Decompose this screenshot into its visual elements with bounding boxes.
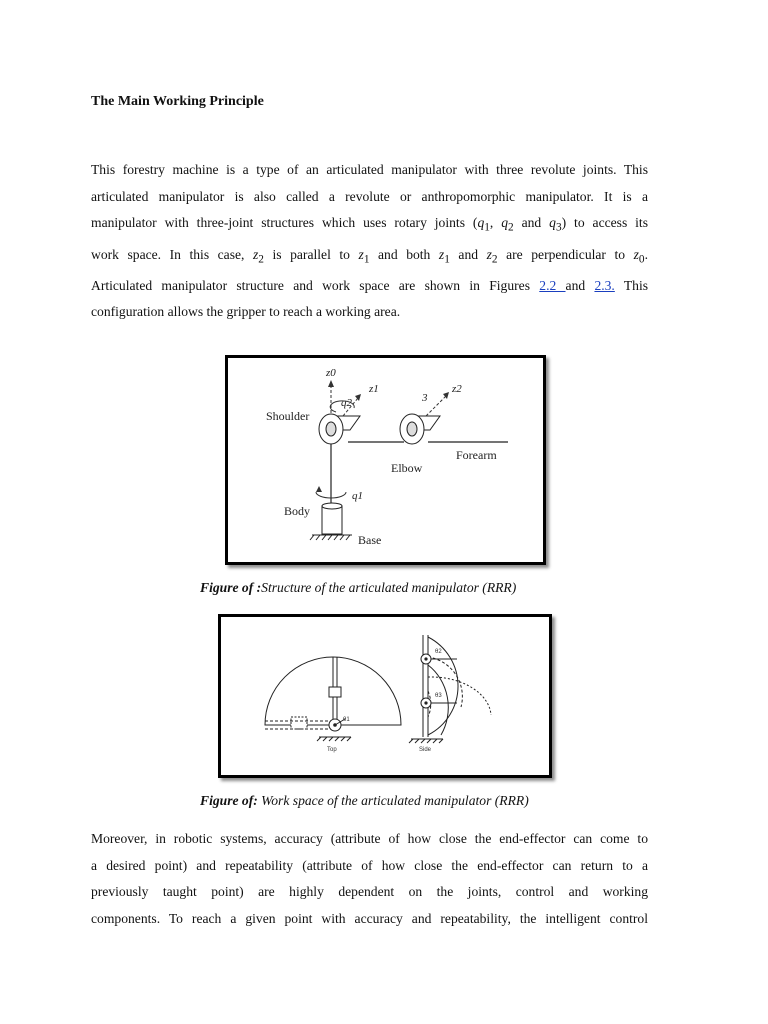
para2-line: components. To reach a given point with accuracy and repeatability, the intelligent control [91,910,648,926]
figure-structure [225,355,546,565]
label-base: Base [358,533,382,547]
label-theta1: θ1 [343,717,350,723]
label-q3: 3 [422,392,428,404]
label-top: Top [327,747,337,753]
side-view [409,635,491,753]
label-forearm: Forearm [456,448,497,462]
figure-2-2-link[interactable]: 2.2 [539,277,566,293]
accuracy-paragraph [91,826,648,932]
para2-line: Moreover, in robotic systems, accuracy (attribute of how close the end-effector can come to [91,831,648,846]
label-q2: q2 [341,397,352,409]
figure1-caption: Figure of :Structure of the articulated manipulator (RRR) [200,580,517,595]
label-theta3: θ3 [435,693,442,699]
label-side: Side [419,747,432,753]
para1-line: configuration allows the gripper to reach a working area. [91,304,401,320]
label-elbow: Elbow [391,461,423,475]
para1-line: work space. In this case, $z_2$ is parallel to $z_1$ and both $z_1$ and $z_2$ are perpendicular to $z_0$. [91,246,648,266]
para2-line: a desired point) and repeatability (attribute of how close the end-effector can return to a [91,857,648,873]
label-z2: z2 [452,383,462,395]
label-z0: z0 [326,367,336,379]
label-shoulder: Shoulder [266,409,310,423]
figure-workspace [218,614,552,778]
para1-line: manipulator with three-joint structures which uses rotary joints ($q_1$, $q_2$ and $q_3$) to access its [91,215,648,234]
label-q1: q1 [352,490,363,502]
z0-arrowhead [328,380,334,387]
para1-line: articulated manipulator is also called a revolute or anthropomorphic manipulator. It is a [91,188,648,204]
figure-2-3-link[interactable]: 2.3. [594,277,615,293]
elbow-joint [400,414,440,444]
para1-line: This forestry machine is a type of an articulated manipulator with three revolute joints. This [91,162,648,177]
structure-diagram [228,358,543,562]
para2-line: previously taught point) are highly dependent on the joints, control and working [91,884,648,900]
body-cylinder [322,503,342,534]
shoulder-joint [319,414,360,444]
para1-line: Articulated manipulator structure and work space are shown in Figures 2.2 and 2.3. This [91,277,649,293]
base-ground [310,535,352,540]
figure2-caption: Figure of: Work space of the articulated manipulator (RRR) [200,793,529,808]
intro-paragraph [91,157,648,326]
label-z1: z1 [369,383,379,395]
label-body: Body [284,504,311,518]
top-view [265,657,401,753]
page-heading: The Main Working Principle [91,94,264,109]
workspace-diagram [221,617,549,775]
label-theta2: θ2 [435,649,442,655]
